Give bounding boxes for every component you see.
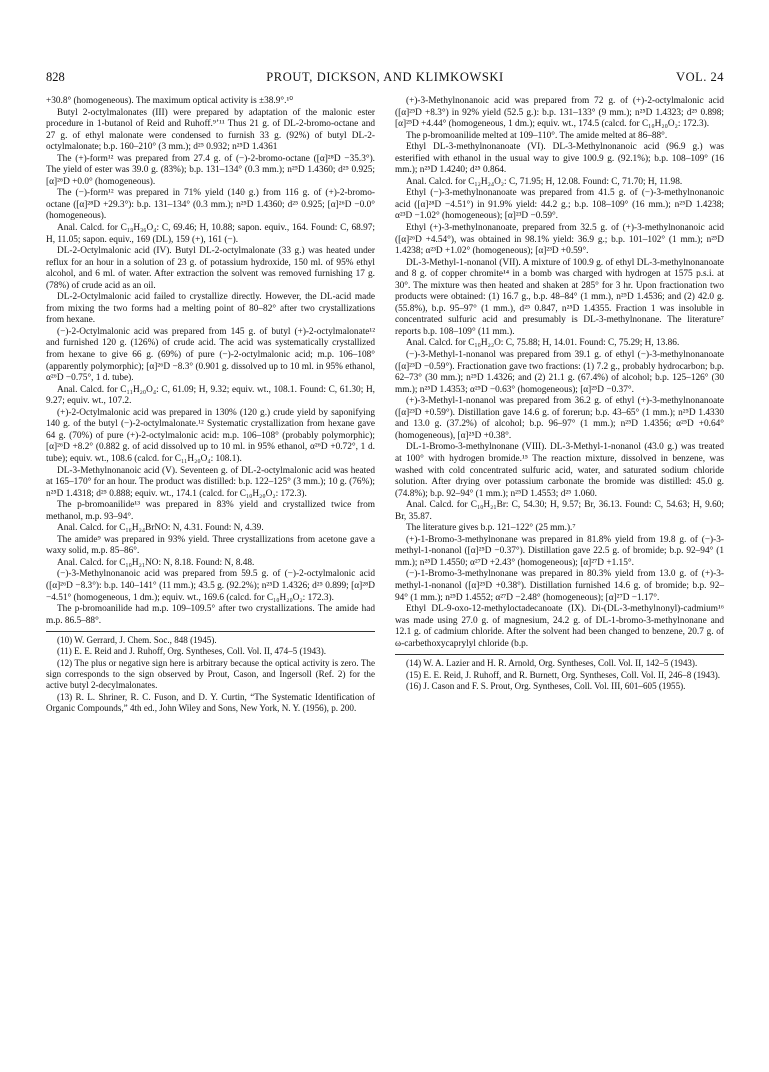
body-paragraph: DL-1-Bromo-3-methylnonane (VIII). DL-3-Methyl-1-nonanol (43.0 g.) was treated at 100° with hydrogen bromide.¹⁵ The reaction mixture, dissolved in benzene, was washed with cold concentrated sulfuric acid, water, and saturated sodium chloride solution. After drying over potassium carbonate the bromide was distilled: 45.0 g. (74.8%); b.p. 92–94° (1 mm.); n²⁵D 1.4553; d²⁵ 1.060. [395,442,724,499]
body-paragraph: (−)-1-Bromo-3-methylnonane was prepared in 80.3% yield from 13.0 g. of (+)-3-methyl-1-nonanol ([α]²⁵D +0.38°). Distillation furnished 14.6 g. of bromide; b.p. 92–94° (1 mm.); n²⁵D 1.4552; α²⁷D −2.48° (homogeneous); [α]²⁷D −1.17°. [395,569,724,603]
running-authors: PROUT, DICKSON, AND KLIMKOWSKI [266,70,504,84]
right-column [395,96,724,692]
body-paragraph: (+)-1-Bromo-3-methylnonane was prepared in 81.8% yield from 19.8 g. of (−)-3-methyl-1-nonanol ([α]²⁵D −0.37°). Distillation gave 22.5 g. of bromide; b.p. 92–94° (1 mm.); n²⁵D 1.4550; α²⁷D +2.43° (homogeneous); [α]²⁷D +1.15°. [395,534,724,568]
left-column [46,96,375,714]
body-paragraph: (+)-2-Octylmalonic acid was prepared in 130% (120 g.) crude yield by saponifying 140 g. of the butyl (−)-2-octylmalonate.¹² Systematic crystallization from hexane gave 64 g. (70%) of pure (+)-2-octylmalonic acid: m.p. 106–108° (probably polymorphic); [α]²⁶D +8.2° (0.882 g. of acid dissolved up to 10 ml. in 95% ethanol, α²⁶D +0.72°, 1 d. tube); equiv. wt., 108.6 (calcd. for C₁₁H₂₀O₄: 108.1). [46,407,375,464]
body-paragraph: The literature gives b.p. 121–122° (25 mm.).⁷ [406,523,576,534]
body-paragraph: (+)-3-Methyl-1-nonanol was prepared from 36.2 g. of ethyl (+)-3-methylnonanoate ([α]²³D +0.59°). Distillation gave 14.6 g. of forerun; b.p. 43–65° (1 mm.); n²⁵D 1.4330 and 13.0 g. (37.2%) of alcohol; b.p. 96–97° (1 mm.); n²⁵D 1.4356; α²⁵D +0.64° (homogeneous), [α]²⁵D +0.38°. [395,396,724,441]
body-paragraph: DL-2-Octylmalonic acid (IV). Butyl DL-2-octylmalonate (33 g.) was heated under reflux for an hour in a solution of 23 g. of potassium hydroxide, 150 ml. of 95% ethyl alcohol, and 6 ml. of water. After extraction the solvent was removed furnishing 17 g. (78%) of crude acid as an oil. [46,246,375,291]
left-column-body [46,96,375,627]
body-paragraph: Anal. Calcd. for C₁₁H₂₀O₄: C, 61.09; H, 9.32; equiv. wt., 108.1. Found: C, 61.30; H, 9.27; equiv. wt., 107.2. [46,384,375,407]
body-paragraph: Anal. Calcd. for C₁₆H₂₄BrNO: N, 4.31. Found: N, 4.39. [57,523,264,534]
footnote: (12) The plus or negative sign here is arbitrary because the optical activity is zero. The sign corresponds to the sign observed by Prout, Cason, and Ingersoll (Ref. 2) for the active butyl 2-decylmalonates. [46,657,375,691]
body-paragraph: The amide⁹ was prepared in 93% yield. Three crystallizations from acetone gave a waxy solid, m.p. 85–86°. [46,534,375,557]
body-paragraph: (+)-3-Methylnonanoic acid was prepared from 72 g. of (+)-2-octylmalonic acid ([α]²⁵D +8.3°) in 92% yield (52.5 g.): b.p. 131–133° (9 mm.); n²⁵D 1.4323; d²⁵ 0.898; [α]²⁵D +4.44° (homogeneous, 1 dm.); equiv. wt., 174.5 (calcd. for C₁₀H₂₀O₂: 172.3). [395,96,724,130]
footnote: (13) R. L. Shriner, R. C. Fuson, and D. Y. Curtin, “The Systematic Identification of Organic Compounds,” 4th ed., John Wiley and Sons, New York, N. Y. (1956), p. 200. [46,691,375,713]
body-paragraph: Anal. Calcd. for C₁₀H₂₁NO: N, 8.18. Found: N, 8.48. [57,557,255,568]
footnote: (14) W. A. Lazier and H. R. Arnold, Org. Syntheses, Coll. Vol. II, 142–5 (1943). [406,658,698,669]
body-paragraph: (−)-2-Octylmalonic acid was prepared from 145 g. of butyl (+)-2-octylmalonate¹² and furnished 120 g. (126%) of crude acid. The acid was systematically crystallized from hexane to give 66 g. (69%) of pure (−)-2-octylmalonic acid; m.p. 106–108° (apparently polymorphic); [α]²⁶D −8.3° (0.901 g. dissolved up to 10 ml. in 95% ethanol, α²⁶D −0.75°, 1 d. tube). [46,326,375,384]
right-column-body [395,96,724,650]
body-paragraph: Anal. Calcd. for C₁₀H₂₂O: C, 75.88; H, 14.01. Found: C, 75.29; H, 13.86. [406,338,680,349]
body-paragraph: Anal. Calcd. for C₁₉H₃₆O₄: C, 69.46; H, 10.88; sapon. equiv., 164. Found: C, 68.97; H, 11.05; sapon. equiv., 169 (DL), 159 (+), 161 (−). [46,223,375,245]
body-paragraph: Anal. Calcd. for C₁₀H₂₁Br: C, 54.30; H, 9.57; Br, 36.13. Found: C, 54.63; H, 9.60; Br, 35.87. [395,500,724,522]
body-paragraph: Ethyl DL-9-oxo-12-methyloctadecanoate (IX). Di-(DL-3-methylnonyl)-cadmium¹⁶ was made using 27.0 g. of magnesium, 24.2 g. of DL-1-bromo-3-methylnonane and 12.1 g. of cadmium chloride. After the solvent had been changed to benzene, 20.7 g. of ω-carbethoxycaprylyl chloride (b.p. [395,604,724,649]
body-paragraph: Ethyl (+)-3-methylnonanoate, prepared from 32.5 g. of (+)-3-methylnonanoic acid ([α]²⁶D +4.54°), was obtained in 98.1% yield: 36.9 g.; b.p. 101–102° (1 mm.); n²⁵D 1.4238; α²³D +1.02° (homogeneous); [α]²³D +0.59°. [395,223,724,257]
footnote: (10) W. Gerrard, J. Chem. Soc., 848 (1945). [57,635,217,646]
body-paragraph: +30.8° (homogeneous). The maximum optical activity is ±38.9°.¹⁰ [46,96,293,106]
body-paragraph: The p-bromoanilide had m.p. 109–109.5° after two crystallizations. The amide had m.p. 86.5–88°. [46,604,375,626]
page-number: 828 [46,70,65,84]
body-paragraph: (−)-3-Methyl-1-nonanol was prepared from 39.1 g. of ethyl (−)-3-methylnonanoate ([α]²³D −0.59°). Fractionation gave two fractions: (1) 7.2 g., probably hydrocarbon; b.p. 62–73° (30 mm.); n²⁵D 1.4326; and (2) 21.1 g. (67.4%) of alcohol; b.p. 125–126° (30 mm.); n²⁵D 1.4353; α²⁵D −0.63° (homogeneous); [α]²⁵D −0.37°. [395,350,724,395]
body-paragraph: The p-bromoanilide¹³ was prepared in 83% yield and crystallized twice from methanol, m.p. 93–94°. [46,500,375,522]
left-footnotes [46,631,375,714]
body-paragraph: (−)-3-Methylnonanoic acid was prepared from 59.5 g. of (−)-2-octylmalonic acid ([α]²⁶D −8.3°): b.p. 140–141° (11 mm.); 43.5 g. (92.2%); n²⁵D 1.4326; d²⁵ 0.899; [α]²⁸D −4.51° (homogeneous, 1 dm.); equiv. wt., 169.6 (calcd. for C₁₀H₂₀O₂: 172.3). [46,569,375,603]
body-paragraph: Ethyl (−)-3-methylnonanoate was prepared from 41.5 g. of (−)-3-methylnonanoic acid ([α]²⁸D −4.51°) in 91.9% yield: 44.2 g.; b.p. 108–109° (16 mm.); n²⁵D 1.4238; α²³D −1.02° (homogeneous); [α]²³D −0.59°. [395,188,724,222]
body-paragraph: Anal. Calcd. for C₁₂H₂₄O₂: C, 71.95; H, 12.08. Found: C, 71.70; H, 11.98. [406,176,683,187]
footnote-rule [395,654,724,655]
body-paragraph: The p-bromoanilide melted at 109–110°. The amide melted at 86–88°. [406,130,668,141]
volume-label: VOL. 24 [676,70,724,84]
footnote: (15) E. E. Reid, J. Ruhoff, and R. Burnett, Org. Syntheses, Coll. Vol. II, 246–8 (1943). [406,669,721,680]
body-paragraph: DL-3-Methylnonanoic acid (V). Seventeen g. of DL-2-octylmalonic acid was heated at 165–170° for an hour. The product was distilled: b.p. 122–125° (3 mm.); 10 g. (76%); n²⁵D 1.4318; d²⁵ 0.888; equiv. wt., 174.1 (calcd. for C₁₀H₂₀O₂: 172.3). [46,465,375,499]
footnote-rule [46,631,375,632]
body-paragraph: The (−)-form¹² was prepared in 71% yield (140 g.) from 116 g. of (+)-2-bromo-octane ([α]²⁸D +29.3°): b.p. 131–134° (0.3 mm.); n²⁵D 1.4360; d²⁵ 0.925; [α]²⁶D −0.0° (homogeneous). [46,188,375,222]
body-paragraph: Butyl 2-octylmalonates (III) were prepared by adaptation of the malonic ester procedure in 1-butanol of Reid and Ruhoff.⁹ʼ¹¹ Thus 21 g. of DL-2-bromo-octane and 27 g. of ethyl malonate were condensed to furnish 33 g. (92%) of butyl DL-2-octylmalonate; b.p. 160–210° (3 mm.); d²⁵ 0.932; n²⁵D 1.4361 [46,107,375,153]
footnote: (11) E. E. Reid and J. Ruhoff, Org. Syntheses, Coll. Vol. II, 474–5 (1943). [57,646,327,657]
right-footnotes [395,654,724,692]
body-paragraph: DL-2-Octylmalonic acid failed to crystallize directly. However, the DL-acid made from mixing the two forms had a melting point of 80–82° after two crystallizations from hexane. [46,292,375,326]
footnote: (16) J. Cason and F. S. Prout, Org. Syntheses, Coll. Vol. III, 601–605 (1955). [406,680,686,691]
body-paragraph: The (+)-form¹² was prepared from 27.4 g. of (−)-2-bromo-octane ([α]²⁸D −35.3°). The yield of ester was 39.0 g. (83%); b.p. 131–134° (0.3 mm.); n²⁵D 1.4360; d²⁵ 0.925; [α]²⁶D +0.0° (homogeneous). [46,153,375,187]
body-paragraph: Ethyl DL-3-methylnonanoate (VI). DL-3-Methylnonanoic acid (96.9 g.) was esterified with ethanol in the usual way to give 100.9 g. (92.1%); b.p. 108–109° (16 mm.); n²⁵D 1.4240; d²⁵ 0.864. [395,142,724,176]
body-paragraph: DL-3-Methyl-1-nonanol (VII). A mixture of 100.9 g. of ethyl DL-3-methylnonanoate and 8 g. of copper chromite¹⁴ in a bomb was charged with hydrogen at 1575 p.s.i. at 30°. The mixture was then heated and shaken at 285° for 3 hr. Upon fractionation two products were obtained: (1) 16.7 g., b.p. 48–84° (1 mm.), n²⁵D 1.4536; and (2) 42.0 g. (55.8%), b.p. 95–97° (1 mm.), d²⁵ 0.847, n²⁵D 1.4355. Fraction 1 was insoluble in concentrated sulfuric acid and presumably is DL-3-methylnonane. The literature⁷ reports b.p. 108–109° (11 mm.). [395,257,724,337]
running-header [46,70,724,86]
